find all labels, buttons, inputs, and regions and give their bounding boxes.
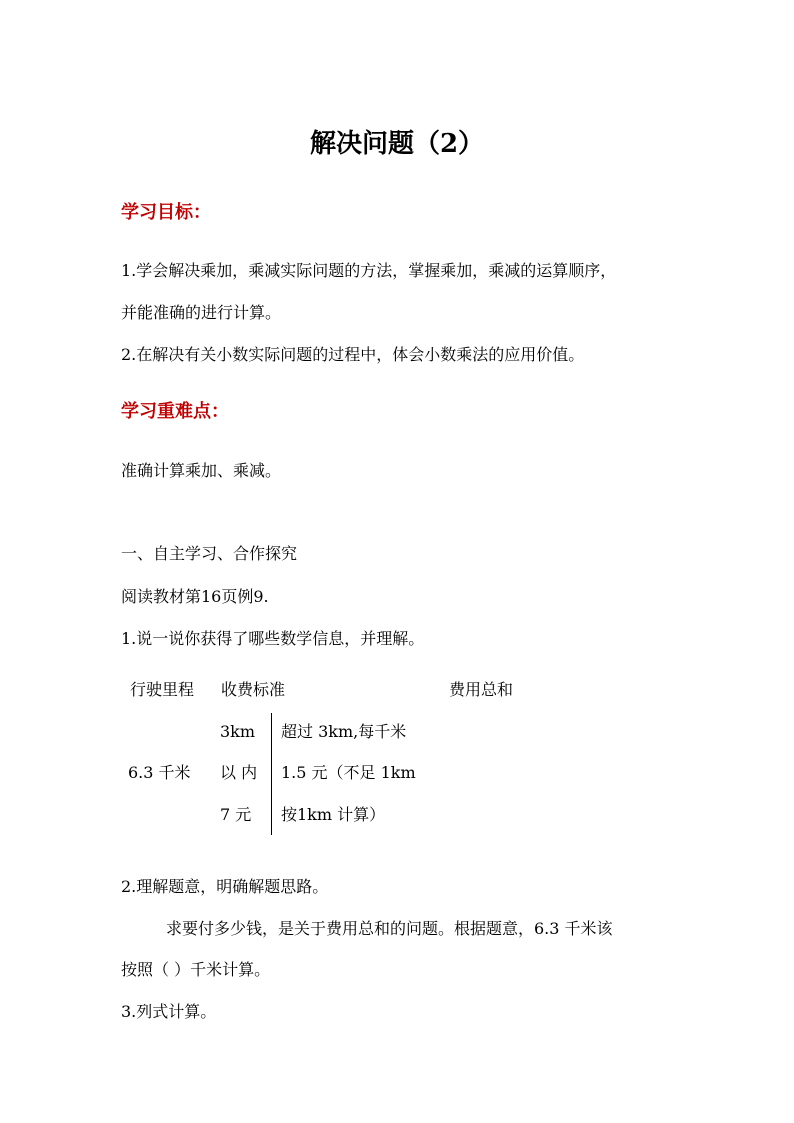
extra-fee-line-3: 按1km 计算）: [281, 805, 386, 824]
extra-fee-line-2: 1.5 元（不足 1km: [281, 763, 416, 782]
table-divider: [271, 713, 272, 835]
objective-1-line-1: 1.学会解决乘加，乘减实际问题的方法，掌握乘加，乘减的运算顺序，: [121, 261, 617, 280]
objective-1-line-2: 并能准确的进行计算。: [121, 303, 282, 322]
page-title: 解决问题（2）: [309, 129, 485, 159]
step-3: 3.列式计算。: [121, 1002, 217, 1021]
table-header-distance: 行驶里程: [130, 680, 195, 699]
reading-instruction: 阅读教材第16页例9.: [121, 587, 269, 606]
base-distance: 3km: [220, 722, 256, 741]
explanation-line-2: 按照（ ）千米计算。: [121, 960, 271, 979]
table-header-total: 费用总和: [449, 680, 514, 699]
extra-fee-line-1: 超过 3km,每千米: [281, 722, 407, 741]
distance-value: 6.3 千米: [128, 763, 191, 782]
base-price: 7 元: [220, 805, 252, 824]
step-2: 2.理解题意，明确解题思路。: [121, 877, 329, 896]
table-header-standard: 收费标准: [221, 680, 286, 699]
step-1: 1.说一说你获得了哪些数学信息，并理解。: [121, 629, 425, 648]
key-points-text: 准确计算乘加、乘减。: [121, 461, 282, 480]
key-points-heading: 学习重难点：: [121, 401, 229, 422]
objectives-heading: 学习目标：: [121, 202, 211, 223]
section-1-heading: 一、自主学习、合作探究: [121, 544, 298, 563]
objective-2: 2.在解决有关小数实际问题的过程中，体会小数乘法的应用价值。: [121, 345, 585, 364]
explanation-line-1: 求要付多少钱，是关于费用总和的问题。根据题意，6.3 千米该: [166, 919, 613, 938]
base-within: 以 内: [220, 763, 258, 782]
